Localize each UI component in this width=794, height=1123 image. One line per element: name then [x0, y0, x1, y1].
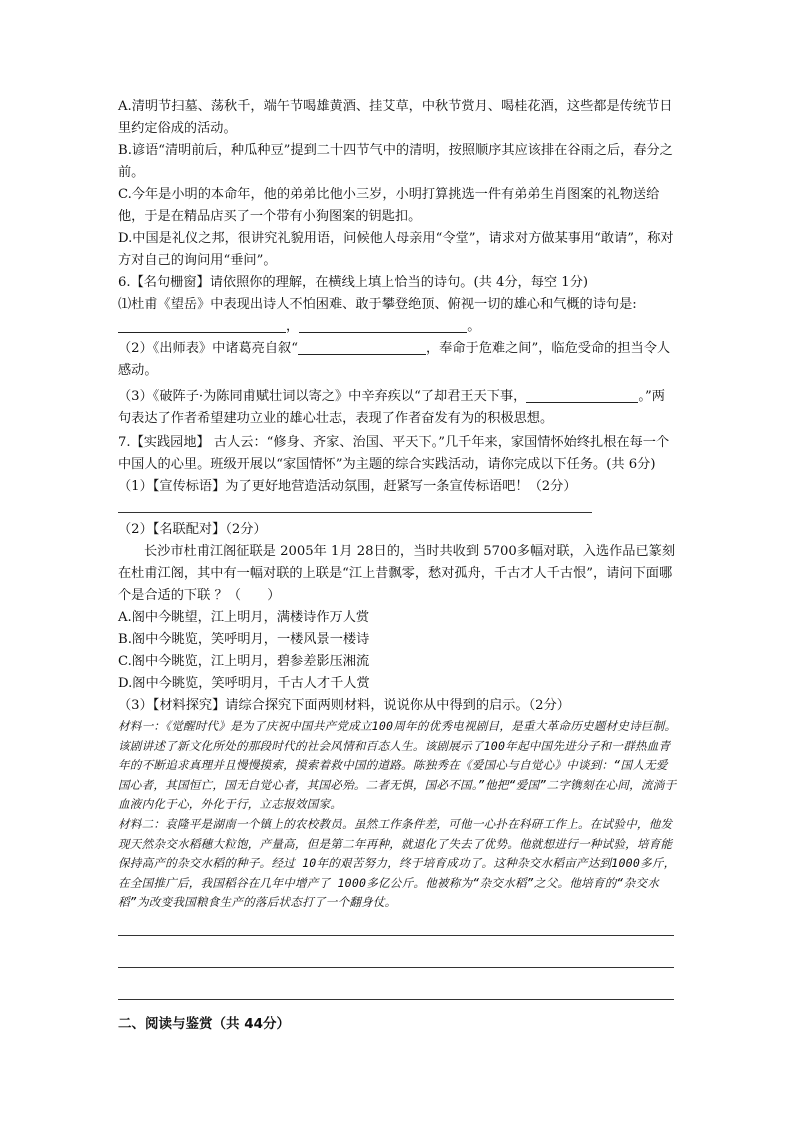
separator: ， [286, 319, 300, 334]
couplet-option-c: C.阁中今眺览，江上明月，碧参差影压湘流 [118, 654, 370, 669]
option-c: C.今年是小明的本命年，他的弟弟比他小三岁，小明打算挑选一件有弟弟生肖图案的礼物送给他，于是在精品店买了一个带有小狗图案的钥匙扣。 [118, 187, 660, 224]
q6-item3-suffix: 。”两句表达了作者希望建功立业的雄心壮志，表现了作者奋发有为的积极思想。 [118, 389, 665, 426]
answer-blank[interactable] [526, 388, 638, 403]
q6-item2-prefix: （2）《出师表》中诸葛亮自叙“ [118, 341, 298, 356]
q6-item2-suffix: ，奉命于危难之间”，临危受命的担当令人感动。 [118, 341, 671, 378]
writing-line[interactable] [118, 935, 674, 936]
option-d: D.中国是礼仪之邦，很讲究礼貌用语，问候他人母亲用“令堂”，请求对方做某事用“敢请”，称对方对自己的询问用“垂问”。 [118, 231, 674, 268]
couplet-option-d: D.阁中今眺览，笑呼明月，千古人才千人赏 [118, 676, 370, 691]
exam-page [118, 96, 678, 1032]
option-a: A.清明节扫墓、荡秋千，端午节喝雄黄酒、挂艾草，中秋节赏月、喝桂花酒，这些都是传统节日里约定俗成的活动。 [118, 99, 673, 136]
material-one: 材料一：《觉醒时代》是为了庆祝中国共产党成立100周年的优秀电视剧目，是重大革命历史题材史诗巨制。该剧讲述了新文化所处的那段时代的社会风情和百态人生。该剧展示了100年起中国先进分子和一群热血青年的不断追求真理并且慢慢摸索，摸索着救中国的道路。陈独秀在《爱国心与自觉心》中谈到：“国人无爱国心者，其国恒亡，国无自觉心者，其国必殆。二者无惧，国必不国。”他把“爱国”二字镌刻在心间，流淌于血液内化于心，外化于行，立志报效国家。 [118, 719, 677, 812]
q6-item2 [118, 338, 678, 382]
writing-line[interactable] [118, 999, 674, 1000]
answer-blank[interactable] [299, 318, 467, 333]
period: 。 [467, 319, 481, 334]
q6-item1-blanks [118, 316, 678, 338]
slogan-answer-line[interactable] [118, 512, 592, 513]
option-b: B.谚语“清明前后，种瓜种豆”提到二十四节气中的清明，按照顺序其应该排在谷雨之后，春分之前。 [118, 143, 673, 180]
section-heading: 二、阅读与鉴赏（共 44分） [118, 1015, 290, 1032]
q6-item3-prefix: （3）《破阵子·为陈同甫赋壮词以寄之》中辛弃疾以“了却君王天下事， [118, 389, 527, 404]
couplet-option-b: B.阁中今眺览，笑呼明月，一楼风景一楼诗 [118, 632, 370, 647]
q6-item1: ⑴杜甫《望岳》中表现出诗人不怕困难、敢于攀登绝顶、俯视一切的雄心和气概的诗句是: [118, 297, 637, 312]
couplet-option-a: A.阁中今眺望，江上明月，满楼诗作万人赏 [118, 610, 370, 625]
q7-sub3: （3）【材料探究】请综合探究下面两则材料，说说你从中得到的启示。（2分） [118, 698, 570, 713]
q6-title: 6.【名句栅窗】请依照你的理解，在横线上填上恰当的诗句。(共 4分，每空 1分) [118, 275, 589, 290]
answer-area [118, 935, 678, 1000]
answer-blank[interactable] [298, 340, 426, 355]
q7-sub2: （2）【名联配对】（2分） [118, 522, 267, 537]
answer-blank[interactable] [118, 318, 286, 333]
q6-item3 [118, 386, 678, 430]
q7-sub1: （1）【宣传标语】为了更好地营造活动氛围，赶紧写一条宣传标语吧！（2分） [118, 479, 577, 494]
q7-title: 7.【实践园地】 古人云：“修身、齐家、治国、平天下。”几千年来，家国情怀始终扎根在每一个中国人的心里。班级开展以“家国情怀”为主题的综合实践活动，请你完成以下任务。(共 6分) [118, 435, 670, 472]
material-two: 材料二：袁隆平是湖南一个镇上的农校教员。虽然工作条件差，可他一心扑在科研工作上。在试验中，他发现天然杂交水稻穗大粒饱，产量高，但是第二年再种，就退化了失去了优势。他就想进行一种试验，培育能保持高产的杂交水稻的种子。经过 10年的艰苦努力，终于培育成功了。这种杂交水稻亩产达到1000多斤，在全国推广后，我国稻谷在几年中增产了 1000多亿公斤。他被称为“杂交水稻”之父。他培育的“杂交水稻”为改变我国粮食生产的落后状态打了一个翻身仗。 [118, 816, 676, 910]
writing-line[interactable] [118, 967, 674, 968]
q7-sub2-text: 长沙市杜甫江阁征联是 2005年 1月 28日的，当时共收到 5700多幅对联，入选作品已篆刻在杜甫江阁，其中有一幅对联的上联是“江上昔飘零，愁对孤舟，千古才人千古恨”，请问下面哪个是合适的下联 ？（ ） [118, 544, 676, 603]
